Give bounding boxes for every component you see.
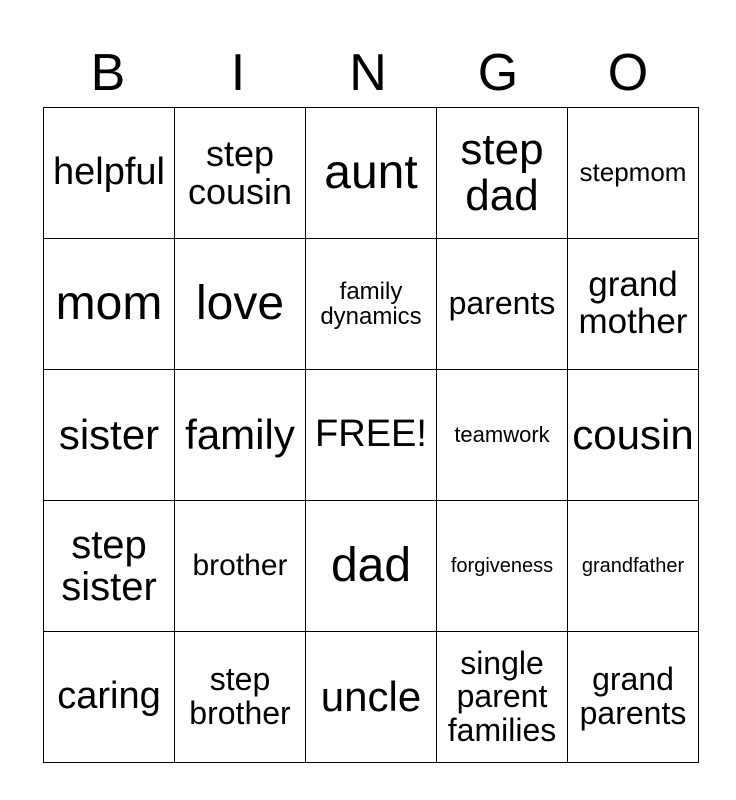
bingo-cell bbox=[437, 370, 568, 501]
bingo-cell bbox=[306, 501, 437, 632]
header-letter-n: N bbox=[349, 44, 387, 102]
cell-text: family dynamics bbox=[320, 277, 422, 330]
bingo-cell bbox=[568, 239, 699, 370]
board-row bbox=[44, 632, 699, 763]
bingo-cell bbox=[306, 108, 437, 239]
cell-text: FREE! bbox=[315, 413, 427, 456]
cell-text: stepmom bbox=[579, 157, 687, 188]
header-letter-g: G bbox=[477, 44, 519, 102]
cell-text: uncle bbox=[320, 672, 422, 720]
cell-text: single parent families bbox=[447, 644, 557, 748]
cell-text: step sister bbox=[61, 523, 157, 609]
bingo-cell bbox=[175, 239, 306, 370]
bingo-cell bbox=[306, 239, 437, 370]
cell-text: brother bbox=[192, 549, 288, 583]
bingo-cell bbox=[175, 370, 306, 501]
cell-text: grand mother bbox=[578, 265, 688, 341]
cell-text: grandfather bbox=[581, 554, 685, 577]
cell-text: step cousin bbox=[187, 133, 293, 212]
bingo-cell bbox=[44, 501, 175, 632]
cell-text: step brother bbox=[189, 661, 291, 731]
bingo-cell bbox=[568, 632, 699, 763]
header-letter-i: I bbox=[230, 44, 246, 102]
board-row bbox=[44, 501, 699, 632]
bingo-cell bbox=[306, 632, 437, 763]
bingo-cell bbox=[175, 501, 306, 632]
bingo-cell bbox=[568, 501, 699, 632]
cell-text: helpful bbox=[53, 151, 165, 194]
bingo-cell bbox=[568, 108, 699, 239]
bingo-cell bbox=[568, 370, 699, 501]
header-letter-o: O bbox=[607, 44, 649, 102]
bingo-cell bbox=[44, 632, 175, 763]
bingo-cell bbox=[175, 108, 306, 239]
header-letter-b: B bbox=[90, 44, 126, 102]
cell-text: love bbox=[195, 276, 285, 330]
bingo-cell bbox=[437, 632, 568, 763]
bingo-cell bbox=[175, 632, 306, 763]
bingo-cell bbox=[437, 239, 568, 370]
cell-text: caring bbox=[57, 675, 161, 718]
cell-text: aunt bbox=[324, 145, 418, 199]
cell-text: forgiveness bbox=[450, 554, 554, 577]
bingo-cell bbox=[437, 501, 568, 632]
board-row bbox=[44, 239, 699, 370]
bingo-cell bbox=[44, 239, 175, 370]
cell-text: family bbox=[185, 410, 295, 458]
cell-text: grand parents bbox=[579, 661, 687, 731]
cell-text: sister bbox=[58, 410, 160, 458]
cell-text: cousin bbox=[572, 410, 694, 458]
bingo-header bbox=[43, 40, 693, 106]
cell-text: mom bbox=[55, 276, 163, 330]
cell-text: step dad bbox=[460, 124, 544, 220]
bingo-cell bbox=[437, 108, 568, 239]
cell-text: dad bbox=[330, 538, 412, 592]
board-row bbox=[44, 108, 699, 239]
cell-text: parents bbox=[448, 285, 556, 322]
board-row bbox=[44, 370, 699, 501]
cell-text: teamwork bbox=[454, 422, 550, 448]
bingo-cell bbox=[44, 108, 175, 239]
bingo-cell bbox=[44, 370, 175, 501]
bingo-board bbox=[43, 107, 699, 763]
bingo-cell bbox=[306, 370, 437, 501]
